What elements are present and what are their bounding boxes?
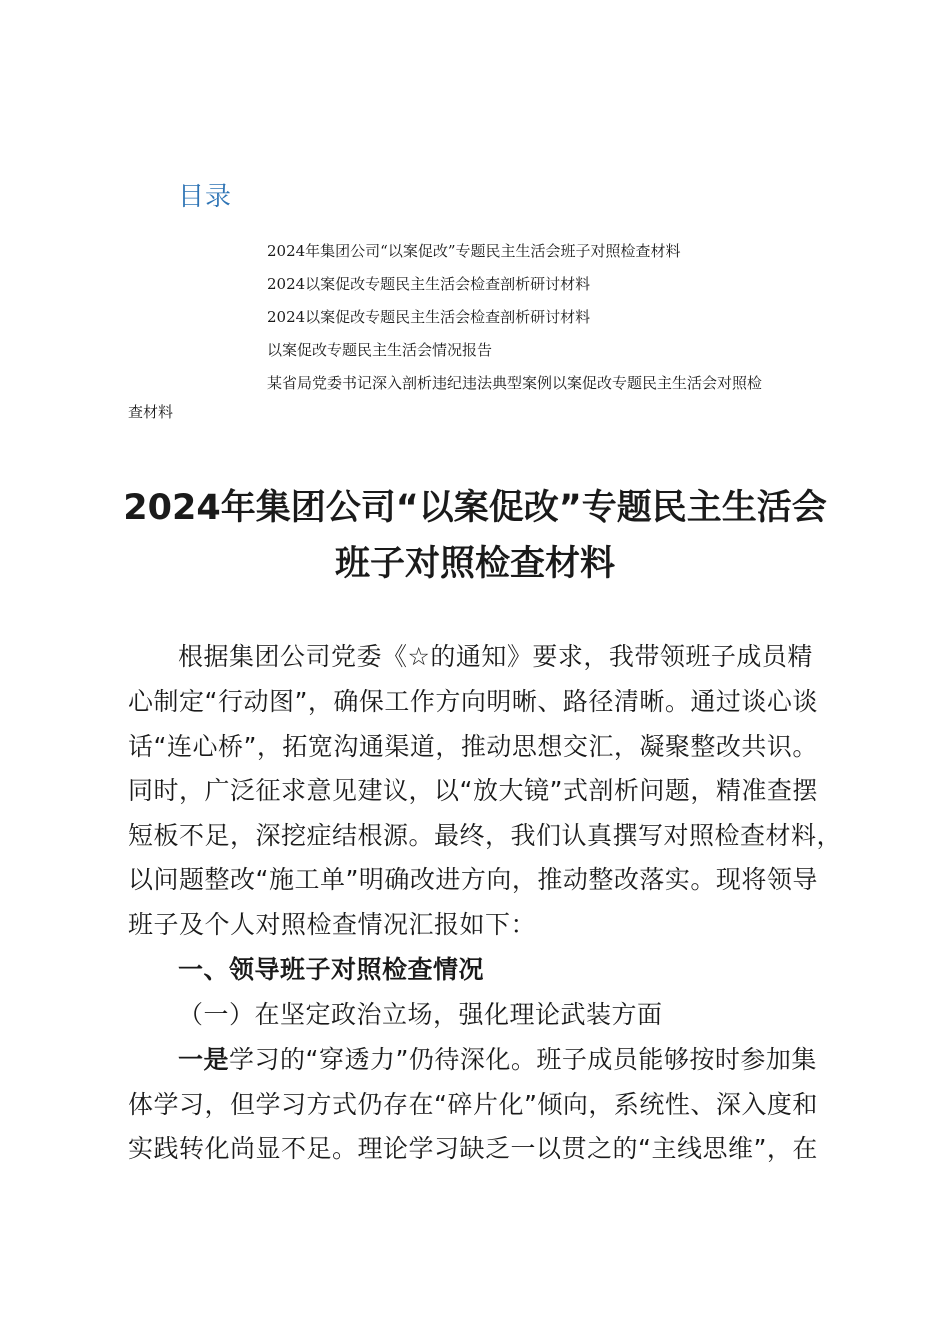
paragraph-1-line-7: 班子及个人对照检查情况汇报如下： xyxy=(128,910,537,939)
paragraph-1-line-5: 短板不足，深挖症结根源。最终，我们认真撰写对照检查材料， xyxy=(128,821,843,850)
point-1-line-1-text: 学习的“穿透力”仍待深化。班子成员能够按时参加集 xyxy=(229,1045,817,1074)
toc-entry-5[interactable]: 某省局党委书记深入剖析违纪违法典型案例以案促改专题民主生活会对照检 xyxy=(267,374,763,392)
point-1-line-1 xyxy=(178,1040,817,1076)
document-title-line-2: 班子对照检查材料 xyxy=(334,544,615,584)
paragraph-1-line-2: 心制定“行动图”，确保工作方向明晰、路径清晰。通过谈心谈 xyxy=(128,687,818,716)
point-1-line-3: 实践转化尚显不足。理论学习缺乏一以贯之的“主线思维”，在 xyxy=(128,1134,818,1163)
toc-entry-4[interactable]: 以案促改专题民主生活会情况报告 xyxy=(267,341,493,359)
toc-entry-5-continuation[interactable]: 查材料 xyxy=(128,403,174,421)
paragraph-1-line-6: 以问题整改“施工单”明确改进方向，推动整改落实。现将领导 xyxy=(128,865,818,894)
paragraph-1-line-1: 根据集团公司党委《☆的通知》要求，我带领班子成员精 xyxy=(178,642,813,671)
toc-heading: 目录 xyxy=(178,182,233,212)
paragraph-1-line-3: 话“连心桥”，拓宽沟通渠道，推动思想交汇，凝聚整改共识。 xyxy=(128,732,818,761)
paragraph-1-line-4: 同时，广泛征求意见建议，以“放大镜”式剖析问题，精准查摆 xyxy=(128,776,818,805)
section-1-heading: 一、领导班子对照检查情况 xyxy=(178,955,485,984)
toc-entry-2[interactable]: 2024以案促改专题民主生活会检查剖析研讨材料 xyxy=(267,275,591,293)
point-1-line-2: 体学习，但学习方式仍存在“碎片化”倾向，系统性、深入度和 xyxy=(128,1090,818,1119)
toc-entry-3[interactable]: 2024以案促改专题民主生活会检查剖析研讨材料 xyxy=(267,308,591,326)
document-title-line-1: 2024年集团公司“以案促改”专题民主生活会 xyxy=(123,488,827,528)
point-1-lead: 一是 xyxy=(178,1045,230,1074)
toc-entry-1[interactable]: 2024年集团公司“以案促改”专题民主生活会班子对照检查材料 xyxy=(267,242,681,260)
subsection-1-heading: （一）在坚定政治立场，强化理论武装方面 xyxy=(178,1000,663,1029)
